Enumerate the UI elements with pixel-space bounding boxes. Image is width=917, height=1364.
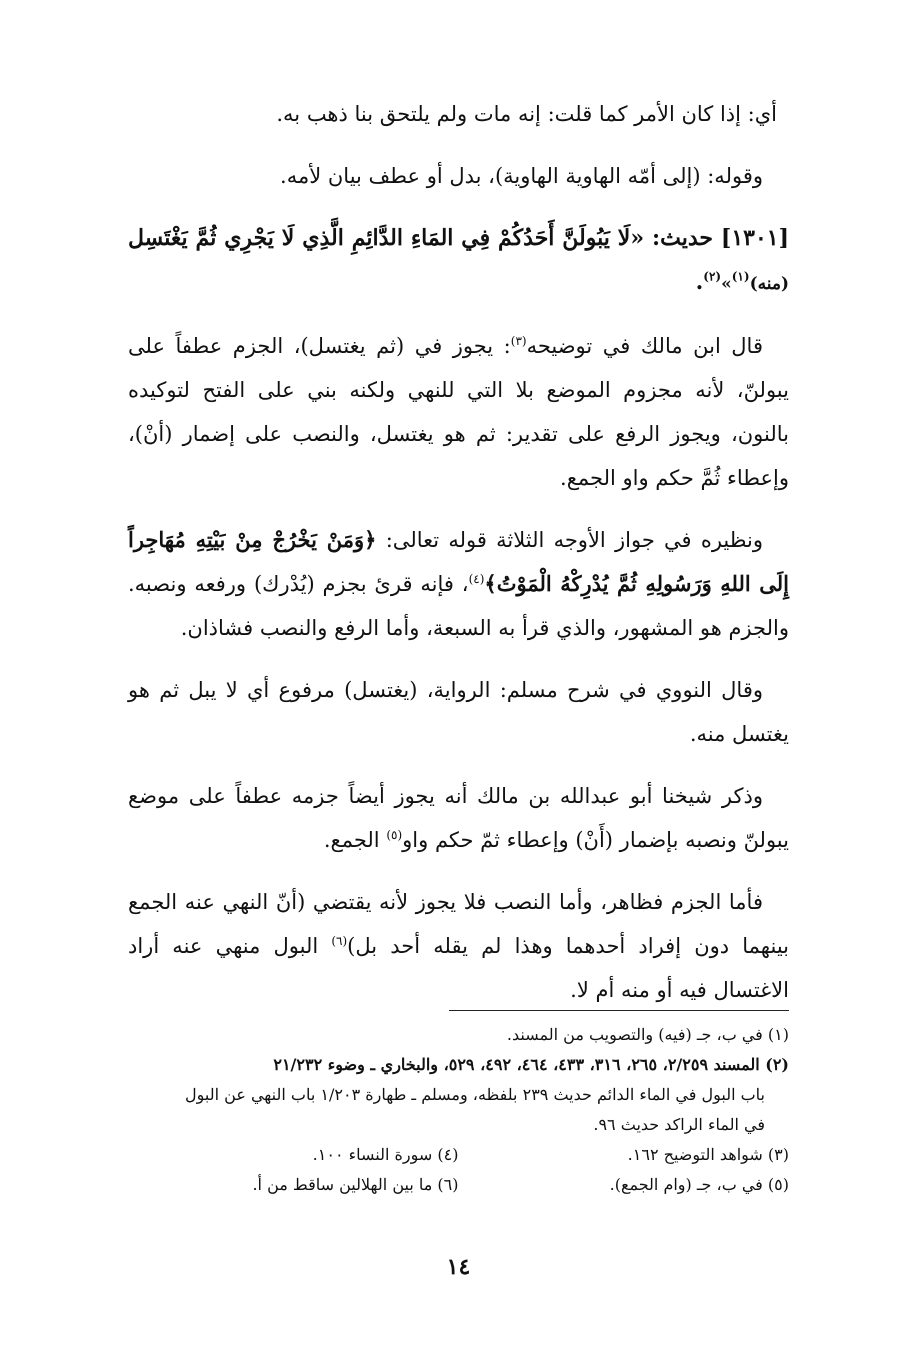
ibn-malik-before: قال ابن مالك في توضيحه: [526, 334, 763, 358]
footnote-ref-3: (٣): [510, 334, 527, 348]
paragraph-shaykh: [128, 774, 789, 862]
footnote-3: (٣) شواهد التوضيح ١٦٢.: [627, 1145, 789, 1164]
jazm-before: فأما الجزم فظاهر، وأما النصب فلا يجوز لأنه يقتضي (أنّ النهي عنه الجمع بينهما دون إفراد أحدهما وهذا لم يقله أحد بل): [128, 890, 790, 958]
nazir-after: ، فإنه قرئ بجزم (يُدْرك) ورفعه ونصبه. والجزم هو المشهور، والذي قرأ به السبعة، وأما الرفع والنصب فشاذان.: [128, 572, 789, 640]
footnote-4: (٤) سورة النساء ١٠٠.: [312, 1145, 459, 1164]
paragraph-nawawi: وقال النووي في شرح مسلم: الرواية، (يغتسل) مرفوع أي لا يبل ثم هو يغتسل منه.: [128, 678, 789, 746]
hadith-text: «لَا يَبُولَنَّ أَحَدُكُمْ فِي المَاءِ الدَّائِمِ الَّذِي لَا يَجْرِي ثُمَّ يَغْتَسِل: [128, 225, 645, 251]
quran-verse: ﴿وَمَنْ يَخْرُجْ مِنْ بَيْتِهِ مُهَاجِراً إِلَى اللهِ وَرَسُولِهِ ثُمَّ يُدْرِكْهُ الْمَوْتُ﴾: [128, 527, 789, 596]
hadith-1301: [128, 216, 789, 306]
footnote-ref-1: (١): [731, 269, 750, 284]
main-text: [128, 92, 789, 1030]
footnote-1: (١) في ب، جـ (فيه) والتصويب من المسند.: [506, 1025, 789, 1044]
paragraph-qawluhu: وقوله: (إلى أمّه الهاوية الهاوية)، بدل أو عطف بيان لأمه.: [280, 164, 763, 188]
footnote-5: (٥) في ب، جـ (وام الجمع).: [609, 1175, 789, 1194]
footnote-ref-4: (٤): [468, 572, 485, 586]
paragraph-jazm: [128, 880, 789, 1012]
footnote-row-5-6: [128, 1170, 789, 1200]
shaykh-after: الجمع.: [323, 828, 380, 852]
hadith-label: حديث:: [651, 225, 713, 251]
shaykh-before: وذكر شيخنا أبو عبدالله بن مالك أنه يجوز أيضاً جزمه عطفاً على موضع يبولنّ ونصبه بإضمار (أَنْ) وإعطاء ثمّ حكم واو: [128, 784, 789, 852]
footnotes: [128, 1020, 789, 1200]
footnote-6: (٦) ما بين الهلالين ساقط من أ.: [252, 1175, 459, 1194]
footnote-ref-6: (٦): [331, 934, 348, 948]
footnote-2-continuation-1: باب البول في الماء الدائم حديث ٢٣٩ بلفظه، ومسلم ـ طهارة ١/٢٠٣ باب النهي عن البول: [185, 1085, 765, 1104]
footnote-ref-2: (٢): [703, 269, 722, 284]
paragraph-ibn-malik: [128, 324, 789, 500]
paragraph-nazir: [128, 518, 789, 650]
footnote-divider: [449, 1010, 789, 1011]
ibn-malik-after: : يجوز في (ثم يغتسل)، الجزم عطفاً على يبولنّ، لأنه مجزوم الموضع بلا التي للنهي ولكنه بني على الفتح لتوكيده بالنون، ويجوز الرفع على تقدير: ثم هو يغتسل، والنصب على إضمار (أنْ)، وإعطاء ثُمَّ حكم واو الجمع.: [128, 334, 789, 490]
hadith-end: .: [695, 269, 704, 295]
page-number: ١٤: [446, 1254, 471, 1280]
paragraph-explanation: أي: إذا كان الأمر كما قلت: إنه مات ولم يلتحق بنا ذهب به.: [276, 102, 777, 126]
footnote-2: (٢) المسند ٢/٢٥٩، ٢٦٥، ٣١٦، ٤٣٣، ٤٦٤، ٤٩٢، ٥٢٩، والبخاري ـ وضوء ٢١/٢٣٢: [273, 1055, 789, 1074]
footnote-row-3-4: [128, 1140, 789, 1170]
hadith-close-quote: »: [721, 274, 732, 294]
footnote-2-continuation-2: في الماء الراكد حديث ٩٦.: [593, 1115, 765, 1134]
hadith-number: [١٣٠١]: [720, 225, 789, 251]
footnote-ref-5: (٥): [386, 828, 403, 842]
nazir-before: ونظيره في جواز الأوجه الثلاثة قوله تعالى:: [385, 528, 763, 552]
jazm-after: البول منهي عنه أراد الاغتسال فيه أو منه أم لا.: [128, 934, 789, 1002]
hadith-continuation: (منه): [749, 274, 789, 294]
